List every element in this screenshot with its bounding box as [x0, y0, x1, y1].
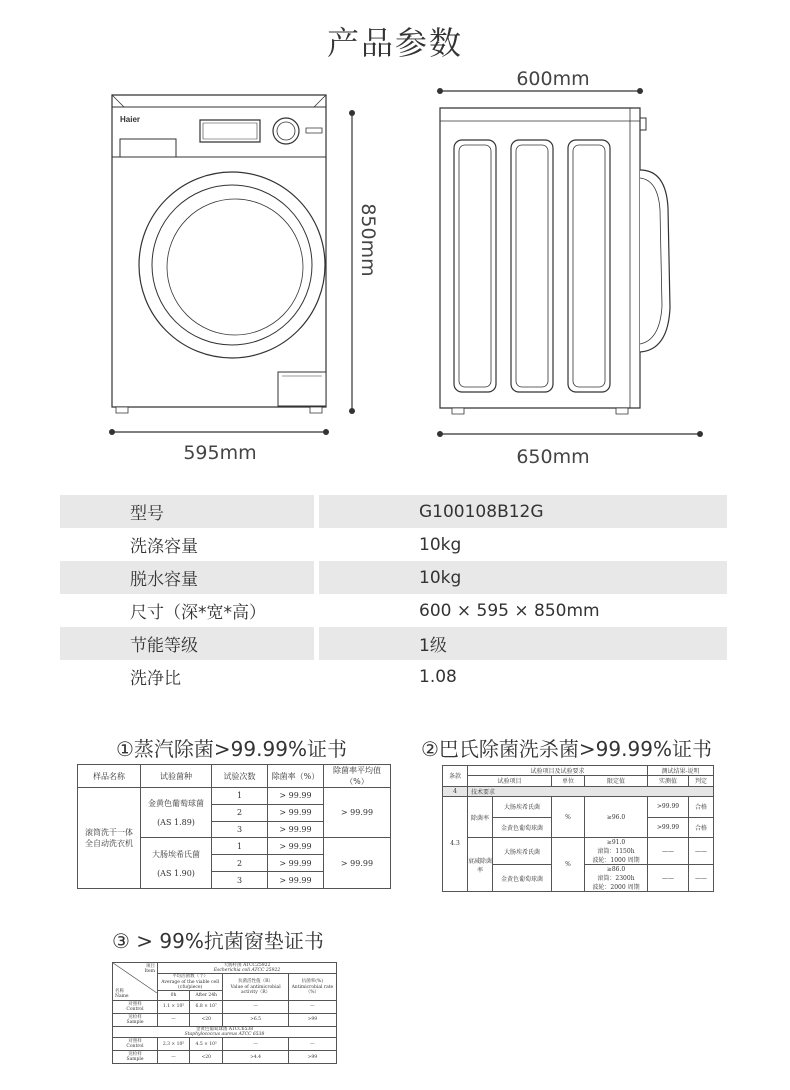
cert2-table	[442, 765, 714, 892]
cert2-judge: ——	[689, 865, 714, 892]
cert3-header-act: 抗菌活性值（R） Value of antimicrobial activity（R）	[223, 974, 288, 1001]
spec-row	[60, 561, 727, 594]
cert1-header: 除菌率平均值（%）	[324, 765, 391, 788]
cert2-limit: ≥86.0 滚筒：2300h 波轮：2000 周期	[585, 865, 648, 892]
cert1-trial: 1	[212, 788, 268, 805]
spec-label: 洗净比	[130, 669, 181, 689]
cert2-clause: 4	[443, 786, 468, 796]
cert3-name: 对照样 Control	[113, 1000, 158, 1013]
cert2-judge: 合格	[689, 796, 714, 817]
cert1-rate: > 99.99	[268, 821, 324, 838]
cert2-measured: ——	[648, 838, 689, 865]
side-depth-bottom-label: 650mm	[516, 446, 590, 468]
cert2-header: 单位	[552, 776, 585, 786]
cert1-table	[77, 764, 391, 889]
brand-logo: Haier	[120, 115, 141, 124]
cert3-act: >6.5	[223, 1013, 288, 1026]
spec-row	[60, 660, 727, 693]
cert2-header: 试验项目	[468, 776, 552, 786]
spec-value: 1级	[319, 627, 727, 660]
spec-row	[60, 594, 727, 627]
cert3-v0: 1.1 × 10⁵	[158, 1000, 190, 1013]
spec-value: 10kg	[419, 534, 462, 555]
height-label: 850mm	[357, 203, 379, 277]
cert3-v0: 2.3 × 10⁵	[158, 1038, 190, 1051]
cert3-corner: 项目 Item 名称 Name	[113, 963, 158, 1001]
cert2-strain: 大肠埃希氏菌	[493, 838, 552, 865]
cert2-header: 限定值	[585, 776, 648, 786]
cert3-v24: <20	[190, 1013, 223, 1026]
spec-value: 600 × 595 × 850mm	[419, 600, 600, 621]
cert3-v0: —	[158, 1013, 190, 1026]
cert3-name: 送检样 Sample	[113, 1051, 158, 1064]
cert2-header: 测试结果-说明	[648, 766, 714, 776]
cert1-rate: > 99.99	[268, 788, 324, 805]
spec-value: 10kg	[319, 561, 727, 594]
cert2-clause: 4.3	[443, 796, 468, 891]
spec-row	[60, 627, 727, 660]
cert1-header: 试验菌种	[141, 765, 212, 788]
cert3-s1-title: 大肠杆菌 ATCC25922 Escherichia coli ATCC 25922	[158, 963, 337, 974]
cert2-header: 试验项目及试验要求	[468, 766, 648, 776]
cert3-header-24h: After 24h	[190, 990, 223, 1000]
cert2-title: ②巴氏除菌洗杀菌>99.99%证书	[421, 737, 712, 761]
spec-value: 1.08	[419, 666, 457, 687]
cert1-strain: 金黄色葡萄球菌 (AS 1.89)	[141, 788, 212, 838]
spec-label: 洗涤容量	[130, 537, 198, 557]
cert1-strain: 大肠埃希氏菌 (AS 1.90)	[141, 838, 212, 889]
cert3-v24: 4.5 × 10⁵	[190, 1038, 223, 1051]
cert2-measured: ——	[648, 865, 689, 892]
cert1-rate: > 99.99	[268, 872, 324, 889]
spec-label: 型号	[60, 495, 314, 528]
cert2-judge: ——	[689, 838, 714, 865]
spec-label: 尺寸（深*宽*高）	[130, 603, 266, 623]
cert2-limit: ≥96.0	[585, 796, 648, 837]
cert2-judge: 合格	[689, 817, 714, 838]
cert1-header: 试验次数	[212, 765, 268, 788]
cert2-limit: ≥91.0 滚筒：1150h 波轮：1000 周期	[585, 838, 648, 865]
spec-label: 节能等级	[60, 627, 314, 660]
cert2-header: 判定	[689, 776, 714, 786]
cert3-v24: <20	[190, 1051, 223, 1064]
cert1-header: 样品名称	[78, 765, 141, 788]
front-width-label: 595mm	[183, 442, 257, 464]
cert3-rate: —	[288, 1000, 336, 1013]
cert2-strain: 大肠埃希氏菌	[493, 796, 552, 817]
cert3-title: ③ > 99%抗菌窗垫证书	[112, 929, 324, 953]
side-depth-top-label: 600mm	[516, 68, 590, 90]
cert3-act: >4.4	[223, 1051, 288, 1064]
cert2-measured: >99.99	[648, 817, 689, 838]
cert3-v0: —	[158, 1051, 190, 1064]
cert3-name: 对照样 Control	[113, 1038, 158, 1051]
cert3-s2-title: 金黄色葡萄球菌 ATCC6538 Staphylococcus aureus ATCC 6538	[113, 1026, 337, 1037]
spec-row	[60, 495, 727, 528]
cert3-act: —	[223, 1038, 288, 1051]
washer-front-view	[100, 85, 370, 445]
cert3-rate: >99	[288, 1013, 336, 1026]
cert3-header-0h: 0h	[158, 990, 190, 1000]
cert1-trial: 3	[212, 821, 268, 838]
cert1-trial: 2	[212, 804, 268, 821]
spec-value: G100108B12G	[319, 495, 727, 528]
cert3-table	[112, 962, 337, 1064]
spec-label: 脱水容量	[60, 561, 314, 594]
cert2-header: 条款	[443, 766, 468, 787]
cert2-measured: >99.99	[648, 796, 689, 817]
spec-table	[60, 495, 727, 693]
cert1-avg: > 99.99	[324, 838, 391, 889]
cert1-rate: > 99.99	[268, 855, 324, 872]
cert3-name: 送检样 Sample	[113, 1013, 158, 1026]
cert3-act: —	[223, 1000, 288, 1013]
cert2-group: 除菌率	[468, 796, 493, 837]
washer-side-view	[430, 78, 720, 443]
cert3-rate: —	[288, 1038, 336, 1051]
cert2-unit: %	[552, 796, 585, 837]
spec-row	[60, 528, 727, 561]
page-title: 产品参数	[326, 24, 463, 62]
cert3-header-avg: 平均活菌数（个） Average of the viable cell (cfu/piece)	[158, 974, 223, 991]
cert1-sample-name: 滚筒洗干一体全自动洗衣机	[78, 788, 141, 889]
cert1-header: 除菌率（%）	[268, 765, 324, 788]
cert1-avg: > 99.99	[324, 788, 391, 838]
cert1-rate: > 99.99	[268, 804, 324, 821]
cert3-v24: 6.8 × 10⁷	[190, 1000, 223, 1013]
cert2-row4-text: 技术要求	[468, 786, 714, 796]
cert2-unit: %	[552, 838, 585, 892]
cert1-title: ①蒸汽除菌>99.99%证书	[116, 737, 347, 761]
cert1-trial: 2	[212, 855, 268, 872]
cert2-group: 衰减除菌率	[468, 838, 493, 892]
cert3-header-rate: 抗菌率(%) Antimicrobial rate（%）	[288, 974, 336, 1001]
cert1-trial: 1	[212, 838, 268, 855]
cert3-rate: >99	[288, 1051, 336, 1064]
cert1-trial: 3	[212, 872, 268, 889]
cert1-rate: > 99.99	[268, 838, 324, 855]
cert2-strain: 金黄色葡萄球菌	[493, 817, 552, 838]
cert2-strain: 金黄色葡萄球菌	[493, 865, 552, 892]
cert2-header: 实测值	[648, 776, 689, 786]
